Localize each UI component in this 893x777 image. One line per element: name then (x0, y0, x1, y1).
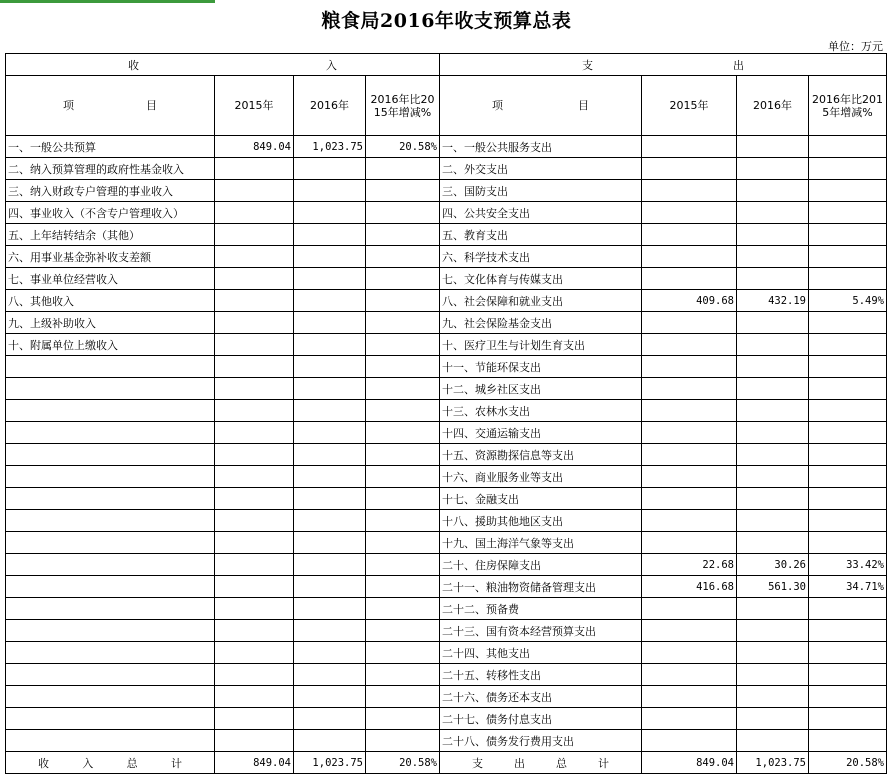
expense-change-cell: 5.49% (809, 290, 887, 312)
income-2015-cell (215, 246, 294, 268)
table-row (6, 620, 887, 642)
expense-2016-cell (737, 246, 809, 268)
expense-change-cell (809, 664, 887, 686)
table-row (6, 488, 887, 510)
expense-total-2015: 849.04 (642, 752, 737, 774)
income-change-cell (366, 422, 440, 444)
expense-2016-cell (737, 224, 809, 246)
expense-2015-cell (642, 598, 737, 620)
expense-change-cell (809, 202, 887, 224)
expense-item-cell: 二十五、转移性支出 (440, 664, 642, 686)
expense-2015-cell (642, 708, 737, 730)
expense-change-cell (809, 136, 887, 158)
expense-2016-cell (737, 356, 809, 378)
income-change-cell (366, 268, 440, 290)
expense-2015-cell (642, 180, 737, 202)
expense-2015-cell: 409.68 (642, 290, 737, 312)
income-2015-cell (215, 422, 294, 444)
expense-item-cell: 二十三、国有资本经营预算支出 (440, 620, 642, 642)
expense-change-cell (809, 510, 887, 532)
income-2015-cell (215, 708, 294, 730)
expense-item-cell: 四、公共安全支出 (440, 202, 642, 224)
expense-change-cell (809, 224, 887, 246)
expense-item-cell: 二十六、债务还本支出 (440, 686, 642, 708)
income-item-cell (6, 444, 215, 466)
expense-item-cell: 十二、城乡社区支出 (440, 378, 642, 400)
expense-2016-cell (737, 686, 809, 708)
income-change-cell (366, 466, 440, 488)
income-2016-cell (294, 664, 366, 686)
col-header-income-change: 2016年比2015年增减% (366, 76, 440, 136)
expense-2015-cell (642, 158, 737, 180)
income-item-cell: 三、纳入财政专户管理的事业收入 (6, 180, 215, 202)
table-row (6, 598, 887, 620)
income-2015-cell (215, 224, 294, 246)
expense-change-cell (809, 598, 887, 620)
expense-2016-cell (737, 422, 809, 444)
expense-change-cell: 33.42% (809, 554, 887, 576)
expense-change-cell (809, 334, 887, 356)
income-item-cell (6, 400, 215, 422)
income-change-cell (366, 730, 440, 752)
table-row (6, 334, 887, 356)
income-change-cell (366, 510, 440, 532)
income-2016-cell (294, 554, 366, 576)
income-2015-cell (215, 664, 294, 686)
income-2015-cell (215, 356, 294, 378)
expense-item-cell: 十八、援助其他地区支出 (440, 510, 642, 532)
expense-2015-cell (642, 224, 737, 246)
income-2016-cell (294, 488, 366, 510)
expense-change-cell (809, 180, 887, 202)
income-2016-cell (294, 290, 366, 312)
income-item-cell (6, 422, 215, 444)
table-row (6, 158, 887, 180)
income-change-cell (366, 686, 440, 708)
expense-2015-cell (642, 686, 737, 708)
expense-2016-cell (737, 202, 809, 224)
expense-2015-cell (642, 664, 737, 686)
income-change-cell (366, 290, 440, 312)
income-change-cell (366, 488, 440, 510)
income-group-header: 收 入 (6, 54, 440, 76)
expense-2016-cell (737, 180, 809, 202)
income-total-2016: 1,023.75 (294, 752, 366, 774)
table-row (6, 466, 887, 488)
col-header-expense-item: 项 目 (440, 76, 642, 136)
expense-2016-cell (737, 466, 809, 488)
income-2016-cell (294, 598, 366, 620)
expense-2015-cell (642, 378, 737, 400)
expense-group-header: 支 出 (440, 54, 887, 76)
expense-2015-cell (642, 202, 737, 224)
expense-item-cell: 三、国防支出 (440, 180, 642, 202)
table-row (6, 686, 887, 708)
expense-2016-cell: 432.19 (737, 290, 809, 312)
income-2015-cell (215, 158, 294, 180)
expense-item-cell: 二十七、债务付息支出 (440, 708, 642, 730)
table-row (6, 576, 887, 598)
expense-2016-cell (737, 532, 809, 554)
income-2016-cell (294, 444, 366, 466)
income-item-cell (6, 576, 215, 598)
expense-2015-cell (642, 422, 737, 444)
income-2016-cell (294, 378, 366, 400)
income-2015-cell (215, 180, 294, 202)
income-change-cell (366, 158, 440, 180)
expense-item-cell: 十三、农林水支出 (440, 400, 642, 422)
income-item-cell: 一、一般公共预算 (6, 136, 215, 158)
income-2015-cell (215, 466, 294, 488)
expense-item-cell: 九、社会保险基金支出 (440, 312, 642, 334)
unit-label: 单位：万元 (828, 40, 883, 53)
income-item-cell (6, 598, 215, 620)
income-2015-cell (215, 642, 294, 664)
expense-item-cell: 二十一、粮油物资储备管理支出 (440, 576, 642, 598)
income-2015-cell (215, 312, 294, 334)
expense-change-cell (809, 246, 887, 268)
income-change-cell (366, 378, 440, 400)
income-2015-cell (215, 686, 294, 708)
expense-change-cell (809, 708, 887, 730)
expense-change-cell (809, 444, 887, 466)
expense-item-cell: 十四、交通运输支出 (440, 422, 642, 444)
col-header-income-item: 项 目 (6, 76, 215, 136)
income-2016-cell (294, 510, 366, 532)
expense-2016-cell (737, 400, 809, 422)
table-row (6, 224, 887, 246)
income-2015-cell (215, 202, 294, 224)
expense-2016-cell (737, 620, 809, 642)
table-row (6, 532, 887, 554)
income-2016-cell (294, 202, 366, 224)
table-row (6, 356, 887, 378)
expense-total-change: 20.58% (809, 752, 887, 774)
expense-change-cell (809, 158, 887, 180)
income-2015-cell (215, 268, 294, 290)
expense-item-cell: 五、教育支出 (440, 224, 642, 246)
expense-total-label: 支 出 总 计 (440, 752, 642, 774)
expense-item-cell: 十、医疗卫生与计划生育支出 (440, 334, 642, 356)
expense-2015-cell (642, 642, 737, 664)
income-item-cell (6, 378, 215, 400)
income-2015-cell (215, 532, 294, 554)
expense-change-cell (809, 268, 887, 290)
income-item-cell: 四、事业收入（不含专户管理收入） (6, 202, 215, 224)
income-total-change: 20.58% (366, 752, 440, 774)
expense-2016-cell (737, 664, 809, 686)
expense-total-2016: 1,023.75 (737, 752, 809, 774)
col-header-income-2016: 2016年 (294, 76, 366, 136)
expense-2015-cell (642, 730, 737, 752)
expense-2015-cell (642, 136, 737, 158)
income-item-cell: 八、其他收入 (6, 290, 215, 312)
expense-2015-cell (642, 466, 737, 488)
expense-change-cell (809, 422, 887, 444)
expense-2015-cell (642, 532, 737, 554)
income-2016-cell (294, 312, 366, 334)
expense-2015-cell (642, 334, 737, 356)
table-row (6, 246, 887, 268)
income-2016-cell (294, 708, 366, 730)
table-row (6, 708, 887, 730)
income-change-cell (366, 224, 440, 246)
income-item-cell (6, 708, 215, 730)
income-2016-cell (294, 246, 366, 268)
expense-change-cell (809, 356, 887, 378)
col-header-expense-2015: 2015年 (642, 76, 737, 136)
budget-table (5, 53, 887, 774)
income-2015-cell (215, 576, 294, 598)
income-2015-cell (215, 334, 294, 356)
income-2015-cell (215, 400, 294, 422)
expense-item-cell: 二、外交支出 (440, 158, 642, 180)
income-item-cell (6, 510, 215, 532)
income-2016-cell (294, 158, 366, 180)
income-item-cell (6, 642, 215, 664)
income-2016-cell (294, 268, 366, 290)
income-item-cell: 六、用事业基金弥补收支差额 (6, 246, 215, 268)
income-item-cell (6, 686, 215, 708)
income-2016-cell (294, 532, 366, 554)
table-row (6, 730, 887, 752)
expense-2016-cell: 30.26 (737, 554, 809, 576)
expense-item-cell: 六、科学技术支出 (440, 246, 642, 268)
expense-2015-cell: 22.68 (642, 554, 737, 576)
expense-2015-cell (642, 356, 737, 378)
income-2015-cell (215, 510, 294, 532)
expense-2016-cell (737, 488, 809, 510)
income-item-cell (6, 466, 215, 488)
income-change-cell (366, 202, 440, 224)
income-change-cell (366, 356, 440, 378)
income-2015-cell (215, 378, 294, 400)
expense-2016-cell (737, 708, 809, 730)
expense-2015-cell (642, 400, 737, 422)
table-row (6, 180, 887, 202)
income-2016-cell (294, 400, 366, 422)
selection-indicator (0, 0, 215, 3)
income-2016-cell (294, 180, 366, 202)
income-2016-cell (294, 642, 366, 664)
income-2016-cell (294, 356, 366, 378)
table-row (6, 444, 887, 466)
income-change-cell (366, 642, 440, 664)
expense-item-cell: 十七、金融支出 (440, 488, 642, 510)
income-change-cell: 20.58% (366, 136, 440, 158)
income-item-cell: 二、纳入预算管理的政府性基金收入 (6, 158, 215, 180)
income-item-cell (6, 664, 215, 686)
expense-2016-cell (737, 334, 809, 356)
income-2015-cell (215, 444, 294, 466)
table-row (6, 400, 887, 422)
expense-item-cell: 二十、住房保障支出 (440, 554, 642, 576)
income-2016-cell (294, 422, 366, 444)
income-change-cell (366, 334, 440, 356)
income-item-cell (6, 554, 215, 576)
income-2015-cell (215, 488, 294, 510)
expense-change-cell (809, 686, 887, 708)
expense-2016-cell (737, 136, 809, 158)
income-2016-cell (294, 576, 366, 598)
income-2016-cell (294, 466, 366, 488)
income-change-cell (366, 664, 440, 686)
expense-item-cell: 一、一般公共服务支出 (440, 136, 642, 158)
expense-2016-cell (737, 268, 809, 290)
expense-item-cell: 十九、国土海洋气象等支出 (440, 532, 642, 554)
table-row (6, 664, 887, 686)
col-header-income-2015: 2015年 (215, 76, 294, 136)
expense-2015-cell (642, 268, 737, 290)
expense-item-cell: 二十八、债务发行费用支出 (440, 730, 642, 752)
expense-2015-cell (642, 312, 737, 334)
expense-item-cell: 二十二、预备费 (440, 598, 642, 620)
table-row (6, 554, 887, 576)
expense-item-cell: 十六、商业服务业等支出 (440, 466, 642, 488)
expense-2015-cell (642, 246, 737, 268)
income-item-cell: 十、附属单位上缴收入 (6, 334, 215, 356)
header-row-group (6, 54, 887, 76)
income-change-cell (366, 620, 440, 642)
col-header-expense-2016: 2016年 (737, 76, 809, 136)
expense-2016-cell (737, 444, 809, 466)
table-row (6, 290, 887, 312)
table-row (6, 642, 887, 664)
expense-change-cell (809, 488, 887, 510)
expense-change-cell (809, 400, 887, 422)
income-change-cell (366, 246, 440, 268)
income-change-cell (366, 532, 440, 554)
expense-change-cell (809, 642, 887, 664)
income-2015-cell (215, 554, 294, 576)
income-total-2015: 849.04 (215, 752, 294, 774)
expense-2016-cell (737, 312, 809, 334)
income-item-cell (6, 532, 215, 554)
income-2016-cell (294, 224, 366, 246)
income-2015-cell (215, 620, 294, 642)
expense-2016-cell (737, 378, 809, 400)
expense-change-cell (809, 532, 887, 554)
income-2016-cell: 1,023.75 (294, 136, 366, 158)
income-2015-cell: 849.04 (215, 136, 294, 158)
income-change-cell (366, 444, 440, 466)
income-2015-cell (215, 598, 294, 620)
expense-item-cell: 十一、节能环保支出 (440, 356, 642, 378)
income-item-cell: 五、上年结转结余（其他） (6, 224, 215, 246)
expense-2016-cell (737, 158, 809, 180)
expense-item-cell: 七、文化体育与传媒支出 (440, 268, 642, 290)
income-2016-cell (294, 686, 366, 708)
income-item-cell: 九、上级补助收入 (6, 312, 215, 334)
income-change-cell (366, 312, 440, 334)
expense-item-cell: 八、社会保障和就业支出 (440, 290, 642, 312)
expense-2015-cell: 416.68 (642, 576, 737, 598)
table-row (6, 312, 887, 334)
expense-item-cell: 二十四、其他支出 (440, 642, 642, 664)
income-item-cell (6, 620, 215, 642)
expense-2016-cell: 561.30 (737, 576, 809, 598)
total-row (6, 752, 887, 774)
table-row (6, 378, 887, 400)
table-row (6, 422, 887, 444)
table-row (6, 136, 887, 158)
header-row-columns (6, 76, 887, 136)
income-change-cell (366, 576, 440, 598)
expense-2016-cell (737, 510, 809, 532)
expense-change-cell (809, 466, 887, 488)
income-2016-cell (294, 730, 366, 752)
income-item-cell (6, 356, 215, 378)
expense-change-cell (809, 730, 887, 752)
income-change-cell (366, 180, 440, 202)
income-change-cell (366, 598, 440, 620)
table-row (6, 202, 887, 224)
income-item-cell (6, 730, 215, 752)
income-2016-cell (294, 620, 366, 642)
table-row (6, 510, 887, 532)
page-title: 粮食局2016年收支预算总表 (321, 10, 572, 32)
income-item-cell: 七、事业单位经营收入 (6, 268, 215, 290)
income-total-label: 收 入 总 计 (6, 752, 215, 774)
expense-change-cell (809, 620, 887, 642)
col-header-expense-change: 2016年比2015年增减% (809, 76, 887, 136)
income-change-cell (366, 400, 440, 422)
income-change-cell (366, 554, 440, 576)
expense-2016-cell (737, 642, 809, 664)
expense-2015-cell (642, 620, 737, 642)
expense-2016-cell (737, 730, 809, 752)
expense-2015-cell (642, 444, 737, 466)
expense-item-cell: 十五、资源勘探信息等支出 (440, 444, 642, 466)
expense-change-cell (809, 312, 887, 334)
table-row (6, 268, 887, 290)
income-item-cell (6, 488, 215, 510)
income-2016-cell (294, 334, 366, 356)
income-change-cell (366, 708, 440, 730)
income-2015-cell (215, 730, 294, 752)
expense-change-cell: 34.71% (809, 576, 887, 598)
expense-2015-cell (642, 488, 737, 510)
expense-change-cell (809, 378, 887, 400)
expense-2016-cell (737, 598, 809, 620)
expense-2015-cell (642, 510, 737, 532)
income-2015-cell (215, 290, 294, 312)
